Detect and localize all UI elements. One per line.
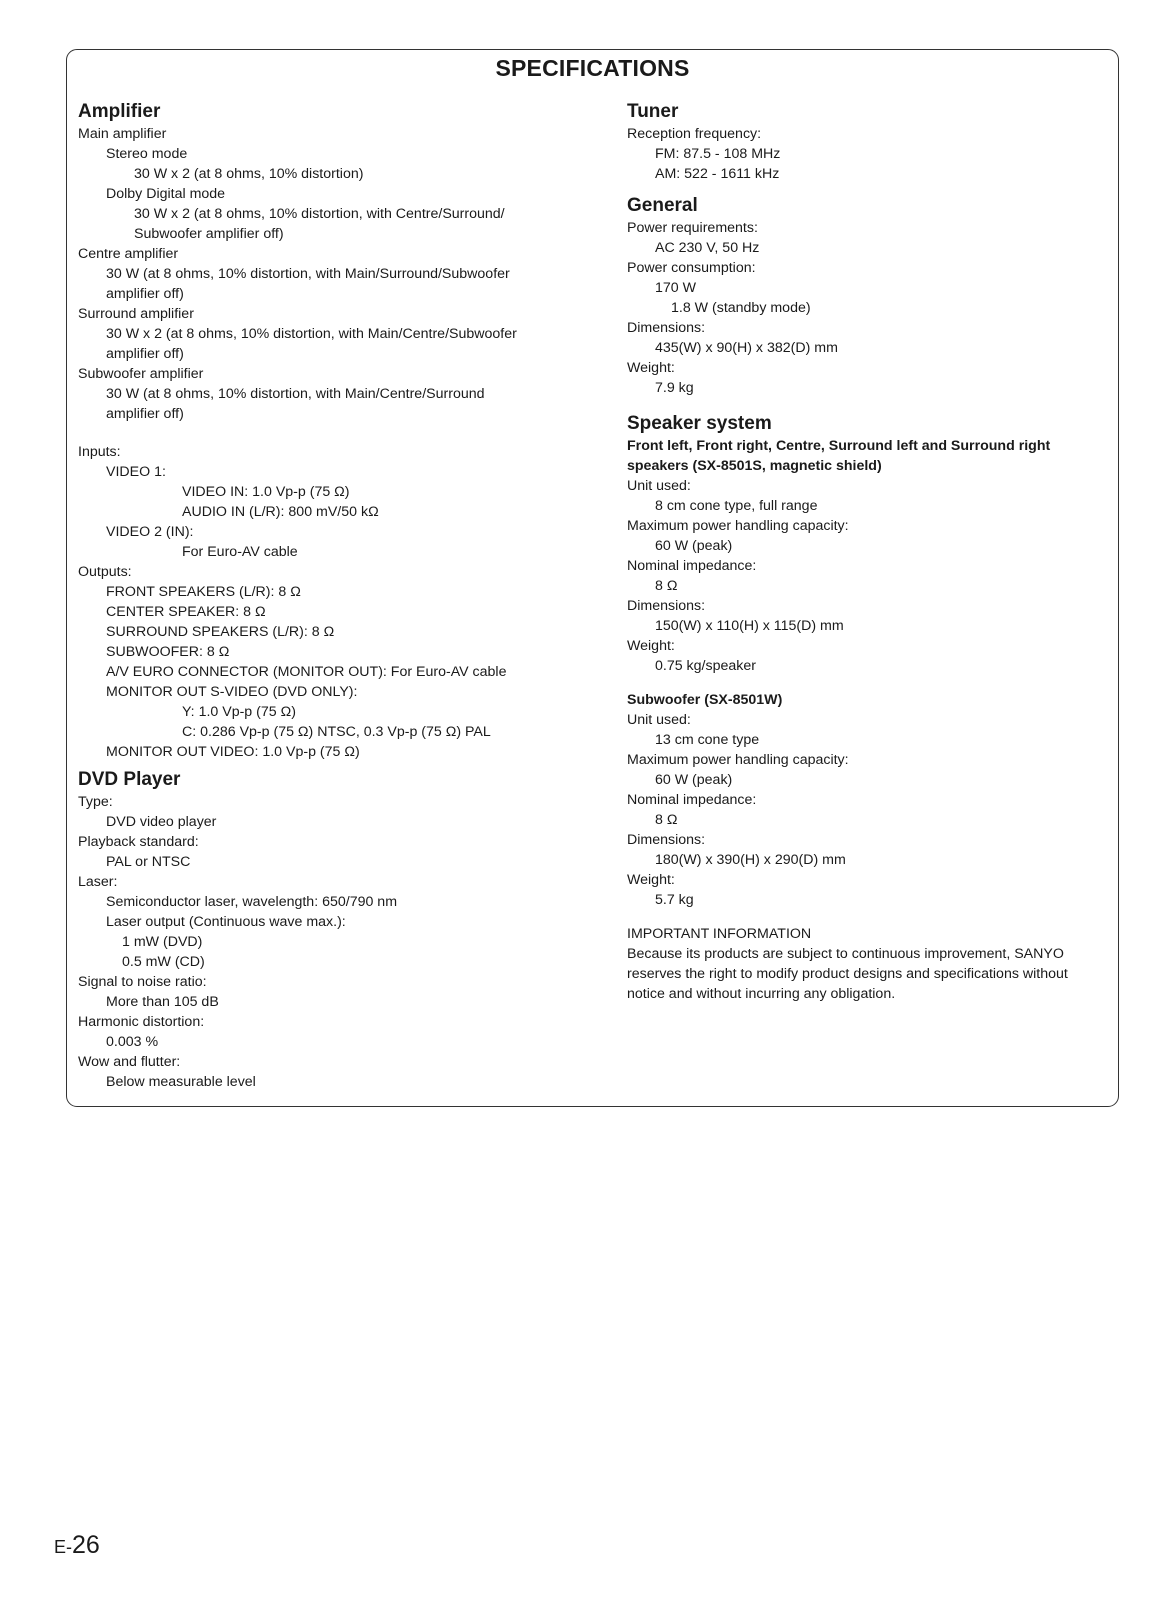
dvd-player-heading: DVD Player xyxy=(78,769,181,790)
video2-value: For Euro-AV cable xyxy=(182,544,298,560)
subwoofer-heading: Subwoofer (SX-8501W) xyxy=(627,692,783,708)
important-information-line-1: Because its products are subject to continuous improvement, SANYO xyxy=(627,946,1064,962)
general-weight-value: 7.9 kg xyxy=(655,380,694,396)
centre-amplifier-label: Centre amplifier xyxy=(78,246,179,262)
surround-amplifier-label: Surround amplifier xyxy=(78,306,194,322)
front-speakers-heading: Front left, Front right, Centre, Surround left and Surround right xyxy=(627,438,1051,454)
subwoofer-power-value: 60 W (peak) xyxy=(655,772,733,788)
dvd-type-value: DVD video player xyxy=(106,814,217,830)
svideo-c-value: C: 0.286 Vp-p (75 Ω) NTSC, 0.3 Vp-p (75 Ω) PAL xyxy=(182,724,491,740)
av-euro-connector-output: A/V EURO CONNECTOR (MONITOR OUT): For Euro-AV cable xyxy=(106,664,507,680)
laser-label: Laser: xyxy=(78,874,118,890)
speaker-power-label: Maximum power handling capacity: xyxy=(627,518,849,534)
wow-flutter-value: Below measurable level xyxy=(106,1074,256,1090)
amplifier-heading: Amplifier xyxy=(78,101,161,122)
stereo-mode-value: 30 W x 2 (at 8 ohms, 10% distortion) xyxy=(134,166,364,182)
power-requirements-value: AC 230 V, 50 Hz xyxy=(655,240,760,256)
subwoofer-output: SUBWOOFER: 8 Ω xyxy=(106,644,230,660)
inputs-label: Inputs: xyxy=(78,444,121,460)
dolby-mode-value: 30 W x 2 (at 8 ohms, 10% distortion, with Centre/Surround/ xyxy=(134,206,505,222)
monitor-video-output: MONITOR OUT VIDEO: 1.0 Vp-p (75 Ω) xyxy=(106,744,360,760)
subwoofer-amplifier-label: Subwoofer amplifier xyxy=(78,366,204,382)
playback-standard-value: PAL or NTSC xyxy=(106,854,191,870)
general-dimensions-value: 435(W) x 90(H) x 382(D) mm xyxy=(655,340,838,356)
subwoofer-weight-label: Weight: xyxy=(627,872,675,888)
subwoofer-amplifier-value: 30 W (at 8 ohms, 10% distortion, with Main/Centre/Surround xyxy=(106,386,485,402)
subwoofer-impedance-label: Nominal impedance: xyxy=(627,792,757,808)
general-weight-label: Weight: xyxy=(627,360,675,376)
video-in-value: VIDEO IN: 1.0 Vp-p (75 Ω) xyxy=(182,484,350,500)
speaker-weight-value: 0.75 kg/speaker xyxy=(655,658,756,674)
fm-frequency-value: FM: 87.5 - 108 MHz xyxy=(655,146,781,162)
important-information-line-2: reserves the right to modify product designs and specifications without xyxy=(627,966,1068,982)
important-information-heading: IMPORTANT INFORMATION xyxy=(627,926,812,942)
power-consumption-value: 170 W xyxy=(655,280,697,296)
subwoofer-unit-label: Unit used: xyxy=(627,712,691,728)
monitor-svideo-label: MONITOR OUT S-VIDEO (DVD ONLY): xyxy=(106,684,358,700)
harmonic-distortion-value: 0.003 % xyxy=(106,1034,159,1050)
laser-output-dvd: 1 mW (DVD) xyxy=(122,934,203,950)
main-amplifier-label: Main amplifier xyxy=(78,126,167,142)
centre-amplifier-value: 30 W (at 8 ohms, 10% distortion, with Main/Surround/Subwoofer xyxy=(106,266,510,282)
power-consumption-label: Power consumption: xyxy=(627,260,756,276)
subwoofer-weight-value: 5.7 kg xyxy=(655,892,694,908)
speaker-unit-label: Unit used: xyxy=(627,478,691,494)
video1-label: VIDEO 1: xyxy=(106,464,166,480)
tuner-heading: Tuner xyxy=(627,101,679,122)
page-number xyxy=(54,1531,100,1560)
video2-label: VIDEO 2 (IN): xyxy=(106,524,194,540)
snr-value: More than 105 dB xyxy=(106,994,219,1010)
surround-amplifier-value-cont: amplifier off) xyxy=(106,346,184,362)
power-requirements-label: Power requirements: xyxy=(627,220,758,236)
subwoofer-power-label: Maximum power handling capacity: xyxy=(627,752,849,768)
general-dimensions-label: Dimensions: xyxy=(627,320,706,336)
outputs-label: Outputs: xyxy=(78,564,132,580)
page-number-value: 26 xyxy=(72,1531,100,1559)
speaker-weight-label: Weight: xyxy=(627,638,675,654)
stereo-mode-label: Stereo mode xyxy=(106,146,188,162)
center-speaker-output: CENTER SPEAKER: 8 Ω xyxy=(106,604,266,620)
subwoofer-impedance-value: 8 Ω xyxy=(655,812,678,828)
dolby-mode-value-cont: Subwoofer amplifier off) xyxy=(134,226,284,242)
speaker-dimensions-value: 150(W) x 110(H) x 115(D) mm xyxy=(655,618,844,634)
centre-amplifier-value-cont: amplifier off) xyxy=(106,286,184,302)
laser-output-cd: 0.5 mW (CD) xyxy=(122,954,205,970)
speaker-dimensions-label: Dimensions: xyxy=(627,598,706,614)
am-frequency-value: AM: 522 - 1611 kHz xyxy=(655,166,780,182)
reception-frequency-label: Reception frequency: xyxy=(627,126,762,142)
speaker-impedance-label: Nominal impedance: xyxy=(627,558,757,574)
speaker-power-value: 60 W (peak) xyxy=(655,538,733,554)
page-number-prefix: E- xyxy=(54,1537,72,1557)
surround-amplifier-value: 30 W x 2 (at 8 ohms, 10% distortion, with Main/Centre/Subwoofer xyxy=(106,326,517,342)
laser-output-label: Laser output (Continuous wave max.): xyxy=(106,914,346,930)
front-speakers-heading-cont: speakers (SX-8501S, magnetic shield) xyxy=(627,458,882,474)
subwoofer-unit-value: 13 cm cone type xyxy=(655,732,760,748)
harmonic-distortion-label: Harmonic distortion: xyxy=(78,1014,205,1030)
front-speakers-output: FRONT SPEAKERS (L/R): 8 Ω xyxy=(106,584,301,600)
wow-flutter-label: Wow and flutter: xyxy=(78,1054,181,1070)
speaker-impedance-value: 8 Ω xyxy=(655,578,678,594)
standby-power-value: 1.8 W (standby mode) xyxy=(671,300,811,316)
left-column xyxy=(78,100,578,1092)
specifications-box xyxy=(66,49,1119,1107)
subwoofer-dimensions-label: Dimensions: xyxy=(627,832,706,848)
important-information-line-3: notice and without incurring any obligation. xyxy=(627,986,896,1002)
speaker-unit-value: 8 cm cone type, full range xyxy=(655,498,818,514)
surround-speakers-output: SURROUND SPEAKERS (L/R): 8 Ω xyxy=(106,624,335,640)
page-title: SPECIFICATIONS xyxy=(495,55,690,81)
laser-value: Semiconductor laser, wavelength: 650/790 nm xyxy=(106,894,398,910)
dvd-type-label: Type: xyxy=(78,794,113,810)
subwoofer-dimensions-value: 180(W) x 390(H) x 290(D) mm xyxy=(655,852,846,868)
svideo-y-value: Y: 1.0 Vp-p (75 Ω) xyxy=(182,704,296,720)
dolby-mode-label: Dolby Digital mode xyxy=(106,186,226,202)
speaker-system-heading: Speaker system xyxy=(627,413,772,434)
playback-standard-label: Playback standard: xyxy=(78,834,199,850)
snr-label: Signal to noise ratio: xyxy=(78,974,207,990)
subwoofer-amplifier-value-cont: amplifier off) xyxy=(106,406,184,422)
general-heading: General xyxy=(627,195,698,216)
right-column xyxy=(627,100,1112,1004)
audio-in-value: AUDIO IN (L/R): 800 mV/50 kΩ xyxy=(182,504,379,520)
